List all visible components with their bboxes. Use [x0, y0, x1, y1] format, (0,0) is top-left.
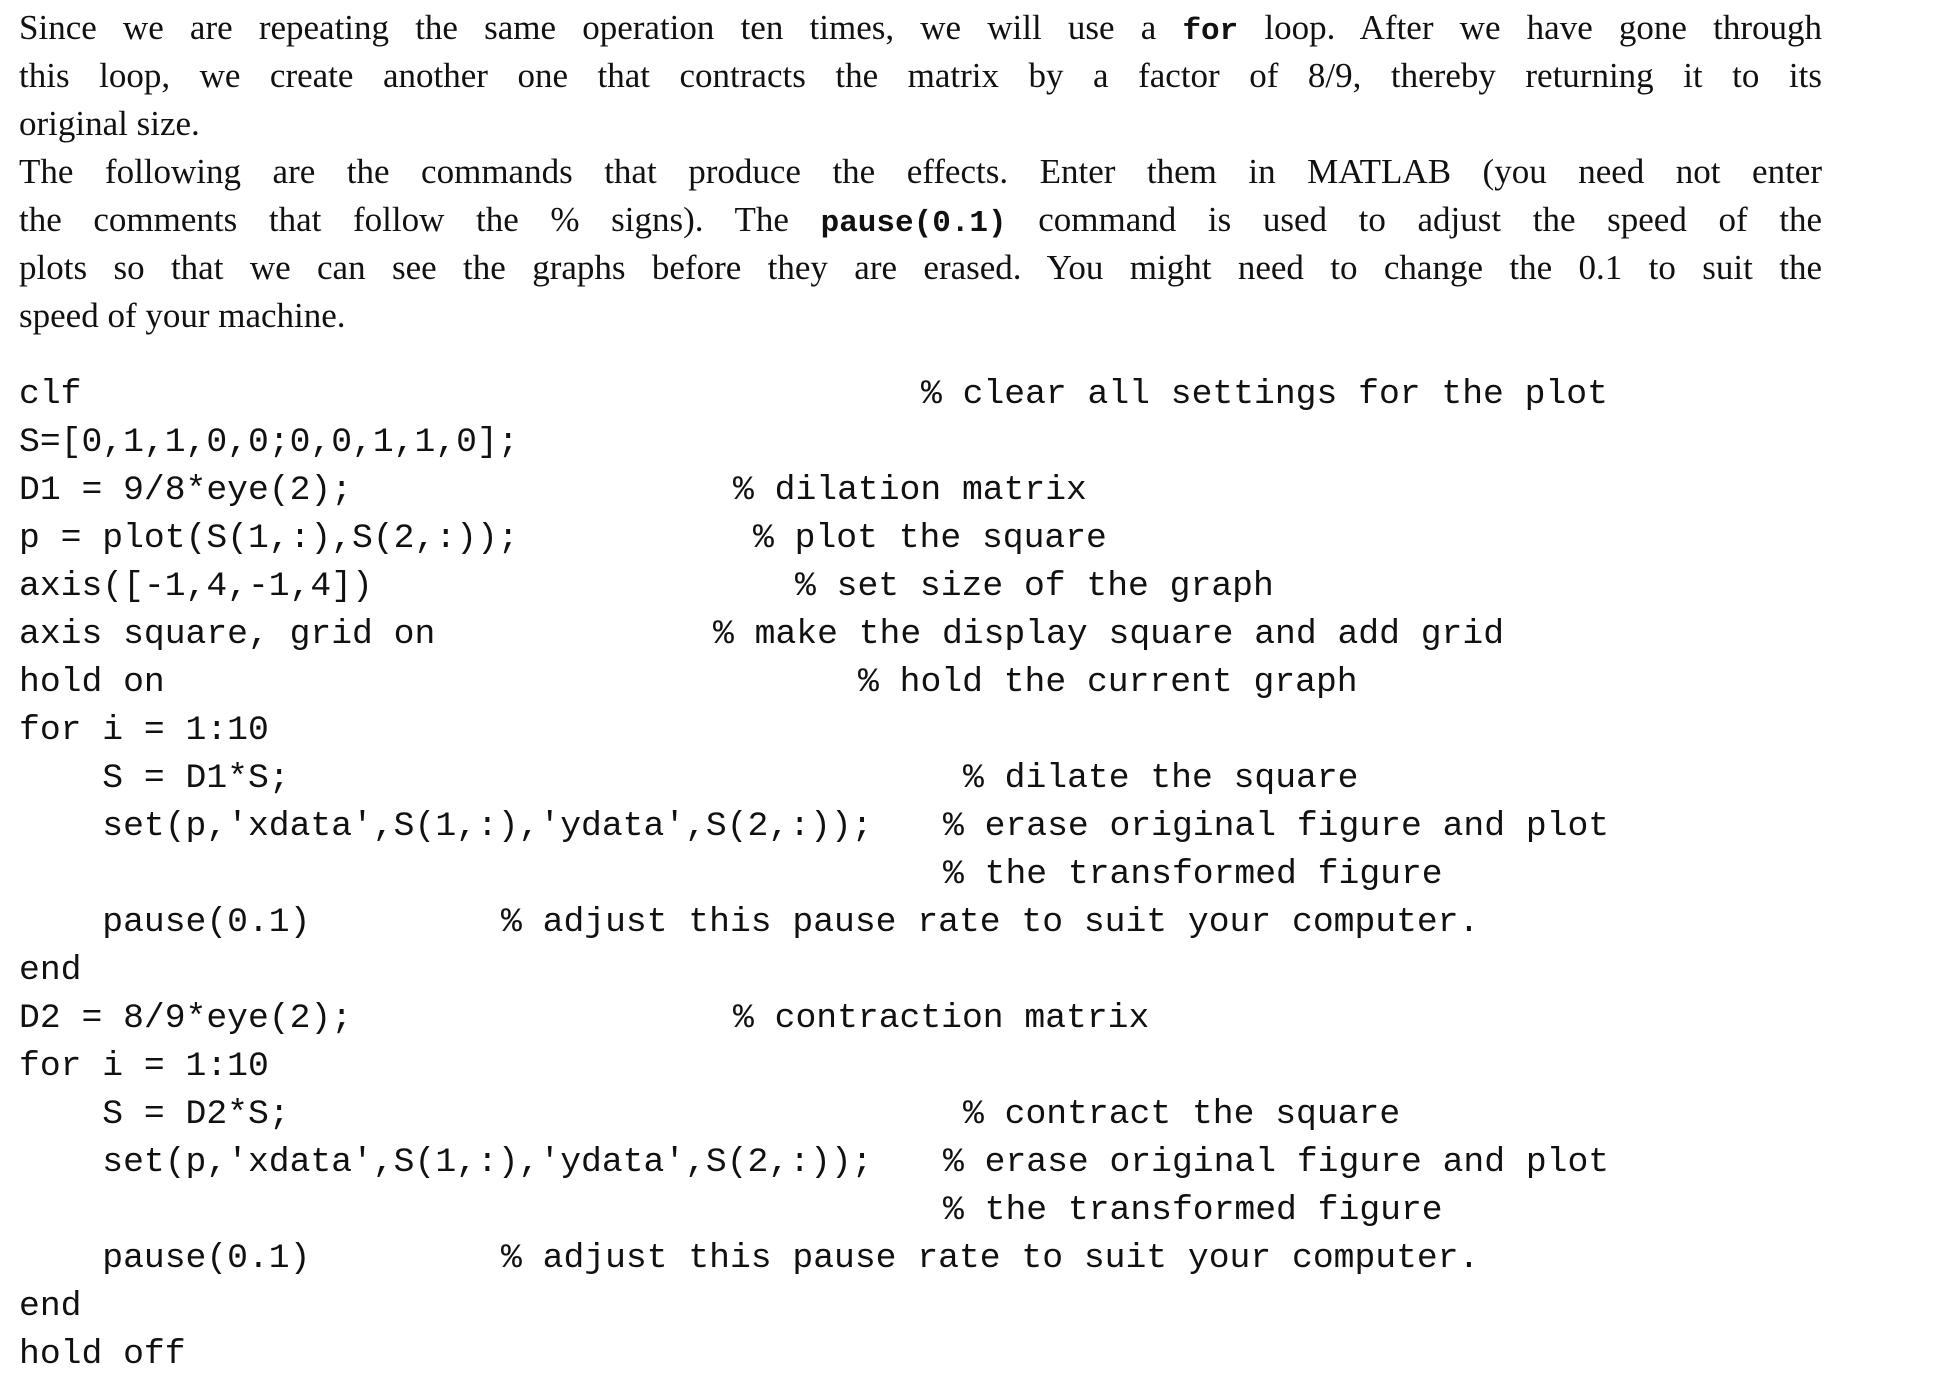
code-comment: % the transformed figure — [943, 1191, 1443, 1230]
code-comment: % make the display square and add grid — [713, 615, 1505, 654]
text-line — [19, 100, 1822, 148]
text-segment: the comments that follow the % signs). The — [19, 200, 821, 239]
code-comment: % erase original figure and plot — [943, 1143, 1610, 1182]
code-line: p = plot(S(1,:),S(2,:)); — [19, 519, 519, 558]
code-line: S = D2*S; — [19, 1095, 290, 1134]
code-line: for i = 1:10 — [19, 1047, 269, 1086]
code-line: S=[0,1,1,0,0;0,0,1,1,0]; — [19, 423, 519, 462]
code-line: end — [19, 1287, 82, 1326]
code-line: axis([-1,4,-1,4]) — [19, 567, 373, 606]
text-segment: Since we are repeating the same operation ten times, we will use a — [19, 8, 1183, 47]
code-comment: % plot the square — [753, 519, 1107, 558]
code-line: pause(0.1) — [19, 1239, 311, 1278]
code-line: pause(0.1) — [19, 903, 311, 942]
code-comment: % contraction matrix — [733, 999, 1150, 1038]
text-segment: original size. — [19, 104, 200, 143]
code-comment: % adjust this pause rate to suit your computer. — [501, 903, 1480, 942]
code-comment: % contract the square — [963, 1095, 1401, 1134]
inline-code: pause(0.1) — [820, 206, 1007, 241]
code-line: for i = 1:10 — [19, 711, 269, 750]
code-line: axis square, grid on — [19, 615, 436, 654]
code-comment: % dilate the square — [963, 759, 1359, 798]
code-line: S = D1*S; — [19, 759, 290, 798]
text-segment: loop. After we have gone through — [1238, 8, 1822, 47]
explanatory-text — [19, 4, 1822, 340]
code-line: hold on — [19, 663, 165, 702]
code-comment: % set size of the graph — [795, 567, 1274, 606]
code-line: D2 = 8/9*eye(2); — [19, 999, 353, 1038]
text-segment: command is used to adjust the speed of the — [1006, 200, 1822, 239]
text-line — [19, 292, 1822, 340]
paragraph — [19, 148, 1822, 340]
code-line: hold off — [19, 1335, 186, 1374]
code-comment: % dilation matrix — [733, 471, 1087, 510]
code-line: D1 = 9/8*eye(2); — [19, 471, 353, 510]
code-line: clf — [19, 375, 82, 414]
text-line — [19, 4, 1822, 52]
text-line — [19, 52, 1822, 100]
code-comment: % adjust this pause rate to suit your computer. — [501, 1239, 1480, 1278]
text-segment: speed of your machine. — [19, 296, 346, 335]
code-comment: % clear all settings for the plot — [921, 375, 1608, 414]
code-comment: % hold the current graph — [858, 663, 1358, 702]
text-line — [19, 244, 1822, 292]
text-segment: The following are the commands that produce the effects. Enter them in MATLAB (you need not enter — [19, 152, 1822, 191]
text-segment: plots so that we can see the graphs before they are erased. You might need to change the 0.1 to suit the — [19, 248, 1822, 287]
text-line — [19, 148, 1822, 196]
code-comment: % erase original figure and plot — [943, 807, 1610, 846]
paragraph — [19, 4, 1822, 148]
code-comment: % the transformed figure — [943, 855, 1443, 894]
text-line — [19, 196, 1822, 244]
code-line: set(p,'xdata',S(1,:),'ydata',S(2,:)); — [19, 807, 873, 846]
inline-code: for — [1182, 14, 1239, 49]
code-line: end — [19, 951, 82, 990]
code-line: set(p,'xdata',S(1,:),'ydata',S(2,:)); — [19, 1143, 873, 1182]
text-segment: this loop, we create another one that contracts the matrix by a factor of 8/9, thereby returning it to its — [19, 56, 1822, 95]
